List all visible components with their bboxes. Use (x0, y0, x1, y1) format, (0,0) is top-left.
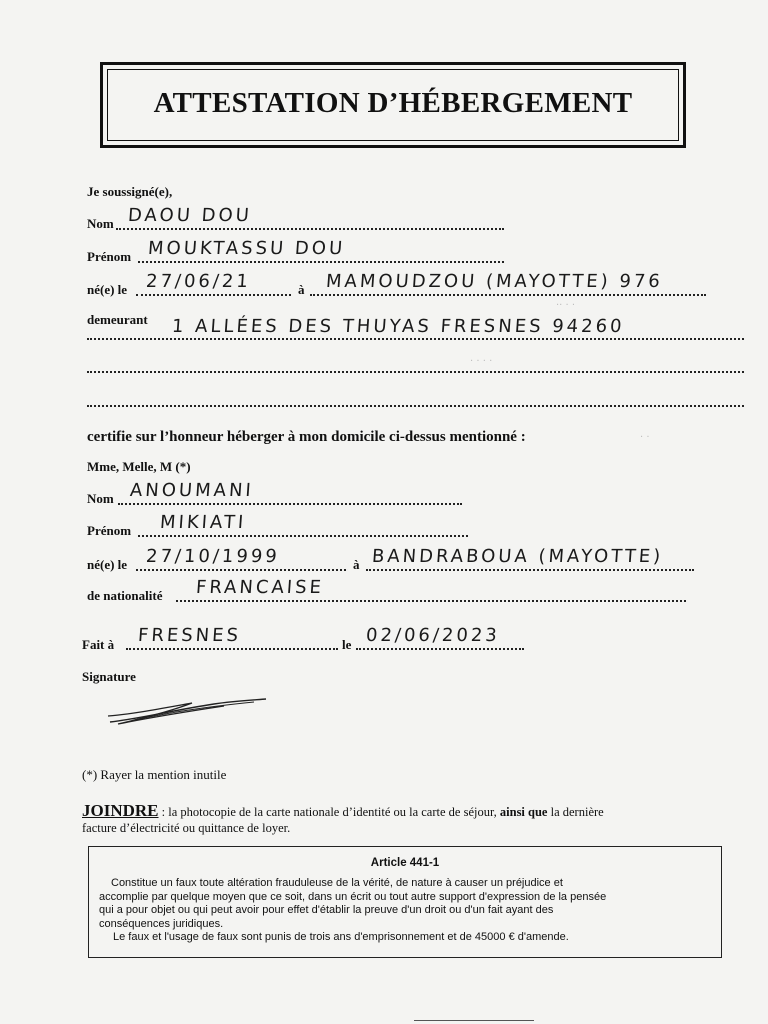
article-line: conséquences juridiques. (99, 917, 224, 930)
nom-line (116, 226, 504, 230)
document-title: ATTESTATION D’HÉBERGEMENT (153, 87, 633, 119)
bleed-through-mark: · · (640, 432, 650, 443)
article-line: qui a pour objet ou qui peut avoir pour effet d'établir la preuve d'un droit ou d'un fait ayant des (99, 904, 554, 916)
naissance-date-handwritten-value[interactable]: 27/06/21 (145, 271, 252, 292)
adresse-handwritten-value[interactable]: 1 ALLÉES DES THUYAS FRESNES 94260 (171, 316, 626, 337)
joindre-keyword: JOINDRE (82, 801, 159, 820)
civilite-label: Mme, Melle, M (*) (87, 459, 191, 474)
joindre-instructions-line-1 (82, 801, 604, 821)
nationalite-label: de nationalité (87, 588, 163, 603)
nationalite-handwritten-value[interactable]: FRANCAISE (195, 577, 325, 598)
nationalite-line (176, 598, 686, 602)
heberge-prenom-line (138, 533, 468, 537)
fait-a-handwritten-value[interactable]: FRESNES (137, 625, 242, 646)
heberge-nom-label: Nom (87, 491, 114, 506)
heberge-naissance-label: né(e) le (87, 557, 128, 572)
nom-handwritten-value[interactable]: DAOU DOU (127, 205, 253, 226)
article-441-1-box (88, 846, 722, 958)
article-line: Constitue un faux toute altération frauduleuse de la vérité, de nature à causer un préjudice et (111, 877, 563, 889)
prenom-label: Prénom (87, 249, 132, 264)
heberge-prenom-handwritten-value[interactable]: MIKIATI (159, 512, 247, 533)
prenom-handwritten-value[interactable]: MOUKTASSU DOU (147, 238, 346, 259)
joindre-text-bold: ainsi que (499, 805, 548, 819)
adresse-line-2 (87, 369, 744, 373)
prenom-line (138, 259, 504, 263)
naissance-label: né(e) le (87, 282, 128, 297)
heberge-naissance-lieu-handwritten-value[interactable]: BANDRABOUA (MAYOTTE) (371, 546, 664, 567)
fait-le-handwritten-value[interactable]: 02/06/2023 (365, 625, 501, 646)
fait-le-line (356, 646, 524, 650)
heberge-nom-handwritten-value[interactable]: ANOUMANI (129, 480, 255, 501)
heberge-naissance-date-handwritten-value[interactable]: 27/10/1999 (145, 546, 281, 567)
certifie-statement: certifie sur l’honneur héberger à mon domicile ci-dessus mentionné : (87, 429, 526, 445)
adresse-line-3 (87, 403, 744, 407)
naissance-date-line (136, 292, 291, 296)
heberge-naissance-date-line (136, 567, 346, 571)
fait-le-label: le (342, 637, 352, 652)
fait-a-line (126, 646, 338, 650)
article-line: Le faux et l'usage de faux sont punis de trois ans d'emprisonnement et de 45000 € d'amende. (113, 931, 569, 943)
title-box (100, 62, 686, 148)
naissance-lieu-line (310, 292, 706, 296)
heberge-naissance-a-label: à (353, 557, 360, 572)
naissance-a-label: à (298, 282, 305, 297)
heberge-naissance-lieu-line (366, 567, 694, 571)
heberge-prenom-label: Prénom (87, 523, 132, 538)
article-title: Article 441-1 (370, 857, 440, 869)
handwritten-signature[interactable] (104, 692, 274, 732)
bleed-through-mark: ·· · · (556, 300, 576, 311)
nom-label: Nom (87, 216, 114, 231)
fait-a-label: Fait à (82, 637, 115, 652)
article-line: accomplie par quelque moyen que ce soit, dans un écrit ou tout autre support d'expression de la pensée (99, 890, 607, 903)
heberge-nom-line (118, 501, 462, 505)
rayer-mention-note: (*) Rayer la mention inutile (82, 767, 227, 782)
page-bottom-rule (414, 1020, 534, 1021)
joindre-text-part2: la dernière (547, 805, 604, 819)
intro-text: Je soussigné(e), (87, 184, 173, 199)
joindre-instructions-line-2: facture d’électricité ou quittance de loyer. (82, 821, 291, 835)
demeurant-label: demeurant (87, 312, 148, 327)
naissance-lieu-handwritten-value[interactable]: MAMOUDZOU (MAYOTTE) 976 (325, 271, 664, 292)
signature-label: Signature (82, 669, 136, 684)
joindre-text-part1: : la photocopie de la carte nationale d’identité ou la carte de séjour, (158, 805, 500, 819)
article-text (99, 877, 711, 945)
bleed-through-mark: · · · · (470, 356, 493, 367)
